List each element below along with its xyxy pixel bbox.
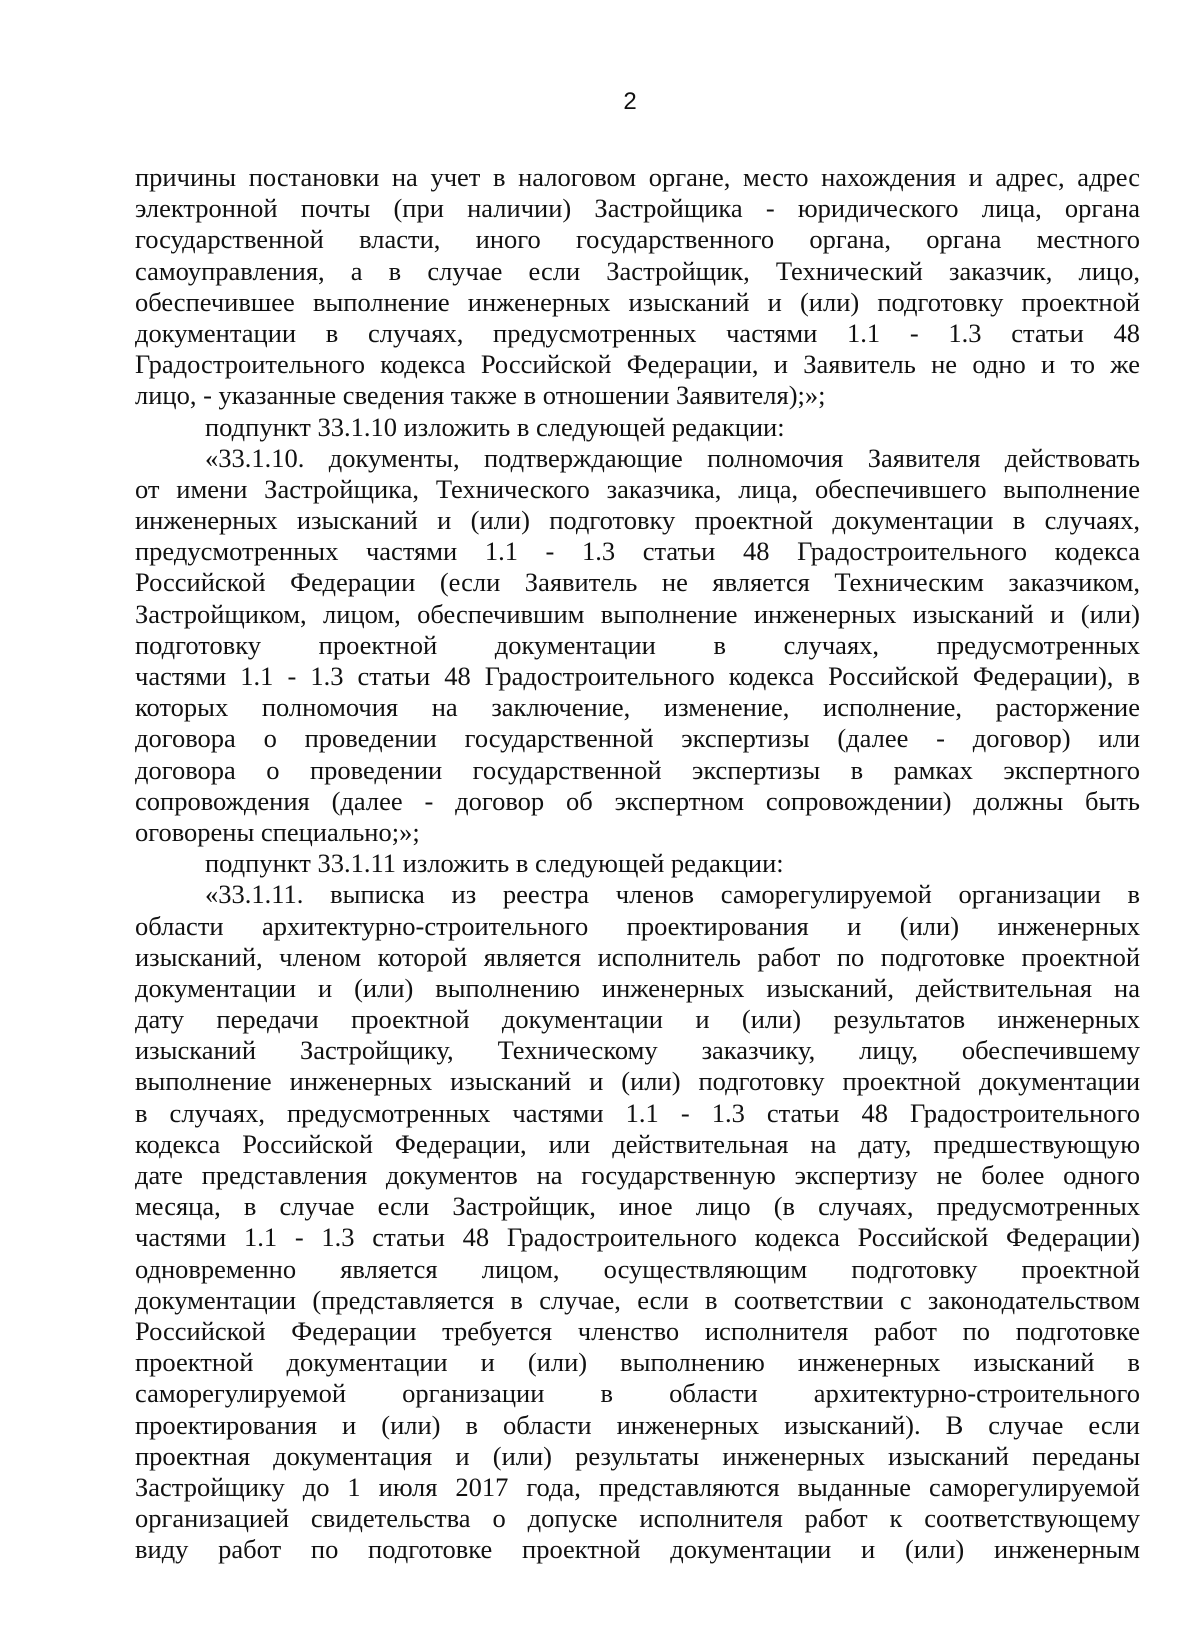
text-line: изысканий Застройщику, Техническому заказчику, лицу, обеспечившему [135, 1035, 1140, 1066]
text-line: документации (представляется в случае, если в соответствии с законодательством [135, 1284, 1140, 1315]
text-line: документации в случаях, предусмотренных частями 1.1 - 1.3 статьи 48 [135, 317, 1140, 348]
text-line: причины постановки на учет в налоговом органе, место нахождения и адрес, адрес [135, 162, 1140, 192]
text-line: дату передачи проектной документации и (или) результатов инженерных [135, 1004, 1140, 1035]
text-line: в случаях, предусмотренных частями 1.1 - 1.3 статьи 48 Градостроительного [135, 1097, 1140, 1128]
text-line: частями 1.1 - 1.3 статьи 48 Градостроительного кодекса Российской Федерации), в [135, 661, 1140, 691]
text-line: месяца, в случае если Застройщик, иное лицо (в случаях, предусмотренных [135, 1191, 1140, 1222]
text-line: которых полномочия на заключение, изменение, исполнение, расторжение [135, 692, 1140, 723]
text-line: проектная документация и (или) результаты инженерных изысканий переданы [135, 1440, 1140, 1471]
text-line: проектной документации и (или) выполнению инженерных изысканий в [135, 1347, 1140, 1378]
text-line: изысканий, членом которой является исполнитель работ по подготовке проектной [135, 941, 1140, 972]
text-line: «33.1.10. документы, подтверждающие полномочия Заявителя действовать [205, 442, 1140, 473]
text-line: договора о проведении государственной экспертизы в рамках экспертного [135, 754, 1140, 785]
text-line: подпункт 33.1.10 изложить в следующей редакции: [205, 411, 785, 442]
page-number: 2 [623, 88, 637, 115]
text-line: оговорены специально;»; [135, 816, 420, 847]
text-line: Российской Федерации требуется членство исполнителя работ по подготовке [135, 1315, 1140, 1346]
text-line: подпункт 33.1.11 изложить в следующей редакции: [205, 848, 784, 879]
text-line: сопровождения (далее - договор об экспертном сопровождении) должны быть [135, 785, 1140, 816]
text-line: кодекса Российской Федерации, или действительная на дату, предшествующую [135, 1128, 1140, 1159]
text-line: выполнение инженерных изысканий и (или) подготовку проектной документации [135, 1066, 1140, 1097]
text-line: обеспечившее выполнение инженерных изысканий и (или) подготовку проектной [135, 286, 1140, 317]
text-line: договора о проведении государственной экспертизы (далее - договор) или [135, 723, 1140, 754]
text-line: лицо, - указанные сведения также в отношении Заявителя);»; [135, 380, 826, 411]
text-line: подготовку проектной документации в случаях, предусмотренных [135, 629, 1140, 660]
text-line: одновременно является лицом, осуществляющим подготовку проектной [135, 1253, 1140, 1284]
text-line: документации и (или) выполнению инженерных изысканий, действительная на [135, 972, 1140, 1003]
text-line: Застройщиком, лицом, обеспечившим выполнение инженерных изысканий и (или) [135, 598, 1140, 629]
text-line: Российской Федерации (если Заявитель не является Техническим заказчиком, [135, 567, 1140, 598]
text-line: государственной власти, иного государственного органа, органа местного [135, 224, 1140, 255]
text-line: «33.1.11. выписка из реестра членов саморегулируемой организации в [205, 879, 1140, 910]
text-line: виду работ по подготовке проектной документации и (или) инженерным [135, 1534, 1140, 1565]
text-line: организацией свидетельства о допуске исполнителя работ к соответствующему [135, 1503, 1140, 1534]
text-line: предусмотренных частями 1.1 - 1.3 статьи 48 Градостроительного кодекса [135, 536, 1140, 567]
body-text [135, 162, 1140, 1565]
text-line: частями 1.1 - 1.3 статьи 48 Градостроительного кодекса Российской Федерации) [135, 1222, 1140, 1253]
text-line: самоуправления, а в случае если Застройщик, Технический заказчик, лицо, [135, 255, 1140, 286]
text-line: от имени Застройщика, Технического заказчика, лица, обеспечившего выполнение [135, 473, 1140, 504]
text-line: электронной почты (при наличии) Застройщика - юридического лица, органа [135, 193, 1140, 224]
text-line: области архитектурно-строительного проектирования и (или) инженерных [135, 910, 1140, 941]
text-line: саморегулируемой организации в области архитектурно-строительного [135, 1378, 1140, 1409]
text-line: Градостроительного кодекса Российской Федерации, и Заявитель не одно и то же [135, 349, 1140, 380]
text-line: дате представления документов на государственную экспертизу не более одного [135, 1160, 1140, 1190]
text-line: инженерных изысканий и (или) подготовку проектной документации в случаях, [135, 505, 1140, 536]
text-line: проектирования и (или) в области инженерных изысканий). В случае если [135, 1409, 1140, 1440]
text-line: Застройщику до 1 июля 2017 года, представляются выданные саморегулируемой [135, 1471, 1140, 1502]
